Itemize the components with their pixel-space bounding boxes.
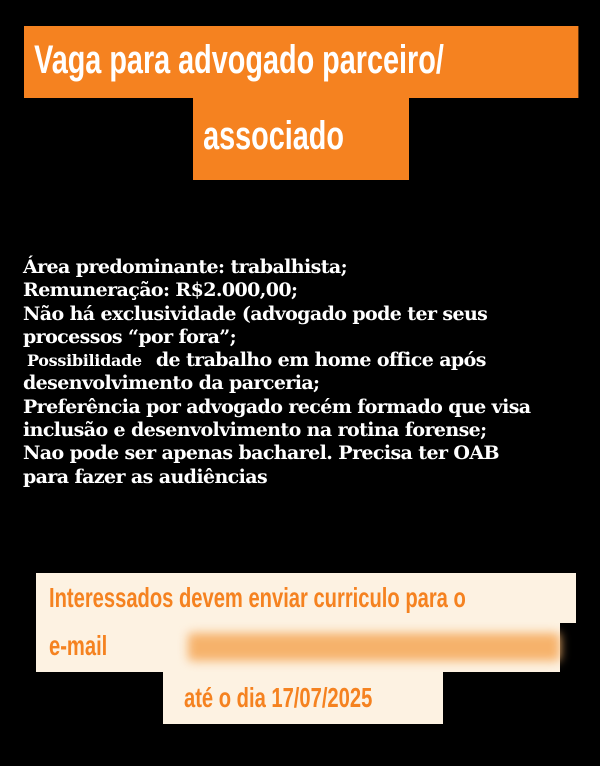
title-text-2: associado [203,114,344,158]
detail-preference: Preferência por advogado recém formado que visa [23,395,531,418]
detail-requirement-cont: para fazer as audiências [23,465,268,488]
redacted-email [188,633,560,661]
contact-line-2 [36,620,560,672]
detail-salary: Remuneração: R$2.000,00; [23,279,298,302]
deadline-text: até o dia 17/07/2025 [184,682,373,713]
detail-exclusivity: Não há exclusividade (advogado pode ter seus [23,302,488,325]
detail-home-office-word: Possibilidade [27,351,142,371]
contact-text-2: e-mail [49,630,108,661]
contact-text-1: Interessados devem enviar curriculo para o [49,582,466,613]
contact-line-3 [163,672,443,724]
contact-line-1 [36,573,576,623]
detail-requirement: Nao pode ser apenas bacharel. Precisa ter OAB [23,442,499,465]
title-line-1 [24,26,578,98]
detail-home-office-rest: de trabalho em home office após [155,349,486,372]
title-line-2 [193,98,409,180]
detail-area: Área predominante: trabalhista; [23,256,348,278]
detail-home-office-cont: desenvolvimento da parceria; [23,372,320,395]
detail-home-office [23,349,598,372]
detail-preference-cont: inclusão e desenvolvimento na rotina forense; [23,419,487,442]
title-text-1: Vaga para advogado parceiro/ [34,38,444,82]
job-details [23,256,598,489]
detail-exclusivity-cont: processos “por fora”; [23,325,237,348]
